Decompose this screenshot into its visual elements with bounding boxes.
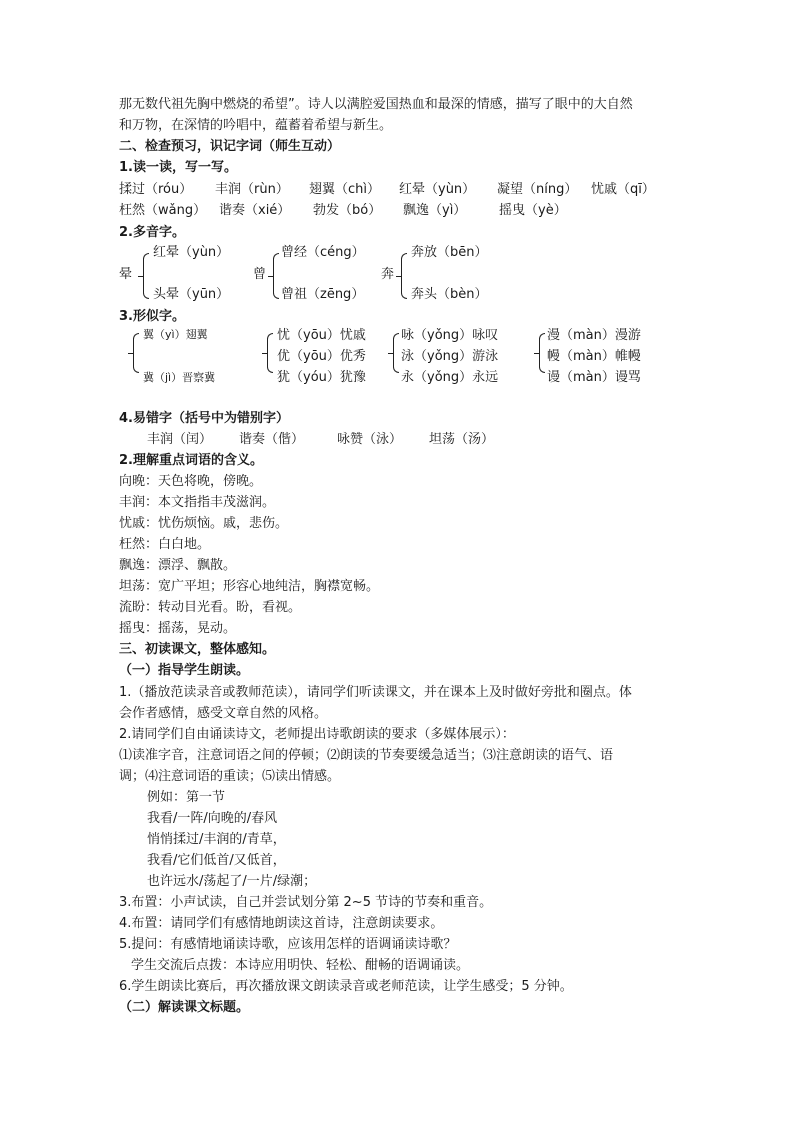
word-item: 忧戚（qī） xyxy=(591,182,655,197)
intro-line-2: 和万物，在深情的吟唱中，蕴蓄着希望与新生。 xyxy=(119,118,393,133)
brace xyxy=(133,333,139,373)
brace xyxy=(539,333,545,373)
poly-char: 晕 xyxy=(119,267,133,282)
paragraph-line: 4.布置：请同学们有感情地朗读这首诗，注意朗读要求。 xyxy=(119,916,444,931)
paragraph-line: 会作者感情，感受文章自然的风格。 xyxy=(119,706,328,721)
part-1-title: （一）指导学生朗读。 xyxy=(119,663,250,678)
poly-reading: 红晕（yùn） xyxy=(153,245,230,260)
meaning-item: 忧戚：忧伤烦恼。戚，悲伤。 xyxy=(119,516,289,531)
word-item: 红晕（yùn） xyxy=(399,182,476,197)
poly-reading: 奔头（bèn） xyxy=(411,287,488,302)
example-label: 例如：第一节 xyxy=(147,790,226,805)
paragraph-line: 5.提问：有感情地诵读诗歌，应该用怎样的语调诵读诗歌？ xyxy=(119,937,457,952)
meaning-item: 飘逸：漂浮、飘散。 xyxy=(119,558,237,573)
paragraph-line: 2.请同学们自由诵读诗文，老师提出诗歌朗读的要求（多媒体展示）： xyxy=(119,727,515,742)
paragraph-line: 1.（播放范读录音或教师范读），请同学们听读课文，并在课本上及时做好旁批和圈点。体 xyxy=(119,685,632,700)
similar-item: 永（yǒng）永远 xyxy=(401,370,499,385)
similar-item: 泳（yǒng）游泳 xyxy=(401,349,499,364)
brace xyxy=(401,253,407,299)
error-item: 坦荡（汤） xyxy=(429,432,495,447)
poly-reading: 曾经（céng） xyxy=(281,245,365,260)
similar-item: 谩（màn）谩骂 xyxy=(547,370,641,385)
poly-reading: 奔放（bēn） xyxy=(411,245,488,260)
meaning-item: 摇曳：摇荡，晃动。 xyxy=(119,621,237,636)
error-item: 谐奏（偕） xyxy=(239,432,305,447)
paragraph-line: ⑴读准字音，注意词语之间的停顿；⑵朗读的节奏要缓急适当；⑶注意朗读的语气、语 xyxy=(119,748,614,763)
poly-char: 曾 xyxy=(253,267,267,282)
intro-line-1: 那无数代祖先胸中燃烧的希望”。诗人以满腔爱国热血和最深的情感，描写了眼中的大自然 xyxy=(119,97,633,112)
section-3-title: 三、初读课文，整体感知。 xyxy=(119,642,276,657)
poem-line: 悄悄揉过/丰润的/青草， xyxy=(147,832,286,847)
section-2-title: 二、检查预习，识记字词（师生互动） xyxy=(119,139,341,154)
word-item: 飘逸（yì） xyxy=(403,203,467,218)
similar-item: 冀（jì）晋察冀 xyxy=(143,371,216,384)
similar-item: 咏（yǒng）咏叹 xyxy=(401,328,499,343)
word-item: 揉过（róu） xyxy=(119,182,193,197)
brace xyxy=(143,253,149,299)
word-item: 凝望（níng） xyxy=(497,182,578,197)
poly-char: 奔 xyxy=(381,267,395,282)
meaning-item: 流盼：转动目光看。盼，看视。 xyxy=(119,600,302,615)
brace xyxy=(393,333,399,373)
similar-item: 犹（yóu）犹豫 xyxy=(277,370,366,385)
paragraph-line: 3.布置：小声试读，自己并尝试划分第 2~5 节诗的节奏和重音。 xyxy=(119,895,493,910)
poly-reading: 曾祖（zēng） xyxy=(281,287,365,302)
similar-item: 优（yōu）优秀 xyxy=(277,349,366,364)
poly-reading: 头晕（yūn） xyxy=(153,287,230,302)
word-item: 翅翼（chì） xyxy=(309,182,380,197)
poem-line: 我看/一阵/向晚的/春风 xyxy=(147,811,278,826)
error-item: 咏赞（泳） xyxy=(337,432,403,447)
meaning-item: 坦荡：宽广平坦；形容心地纯洁，胸襟宽畅。 xyxy=(119,579,380,594)
sub-4-title: 4.易错字（括号中为错别字） xyxy=(119,411,289,426)
brace xyxy=(267,333,273,373)
part-2-title: （二）解读课文标题。 xyxy=(119,1000,250,1015)
sub-1-title: 1.读一读，写一写。 xyxy=(119,160,237,175)
word-item: 勃发（bó） xyxy=(313,203,382,218)
similar-item: 翼（yì）翅翼 xyxy=(143,328,208,341)
similar-item: 幔（màn）帷幔 xyxy=(547,349,641,364)
meaning-item: 枉然：白白地。 xyxy=(119,537,211,552)
word-item: 谐奏（xié） xyxy=(219,203,291,218)
paragraph-line: 学生交流后点拨：本诗应用明快、轻松、酣畅的语调诵读。 xyxy=(131,958,470,973)
sub-3-title: 3.形似字。 xyxy=(119,309,185,324)
poem-line: 我看/它们低首/又低首， xyxy=(147,853,286,868)
sub-2-title: 2.多音字。 xyxy=(119,225,185,240)
meaning-item: 丰润：本文指指丰茂滋润。 xyxy=(119,495,276,510)
paragraph-line: 调；⑷注意词语的重读；⑸读出情感。 xyxy=(119,769,341,784)
similar-item: 忧（yōu）忧戚 xyxy=(277,328,366,343)
similar-item: 漫（màn）漫游 xyxy=(547,328,641,343)
meaning-item: 向晚：天色将晚，傍晚。 xyxy=(119,474,263,489)
poem-line: 也许远水/荡起了/一片/绿潮； xyxy=(147,874,317,889)
brace xyxy=(273,253,279,299)
error-item: 丰润（闰） xyxy=(147,432,213,447)
word-item: 丰润（rùn） xyxy=(215,182,289,197)
word-item: 枉然（wǎng） xyxy=(119,203,207,218)
paragraph-line: 6.学生朗读比赛后，再次播放课文朗读录音或老师范读，让学生感受；5 分钟。 xyxy=(119,979,573,994)
word-item: 摇曳（yè） xyxy=(499,203,567,218)
meaning-title: 2.理解重点词语的含义。 xyxy=(119,453,263,468)
